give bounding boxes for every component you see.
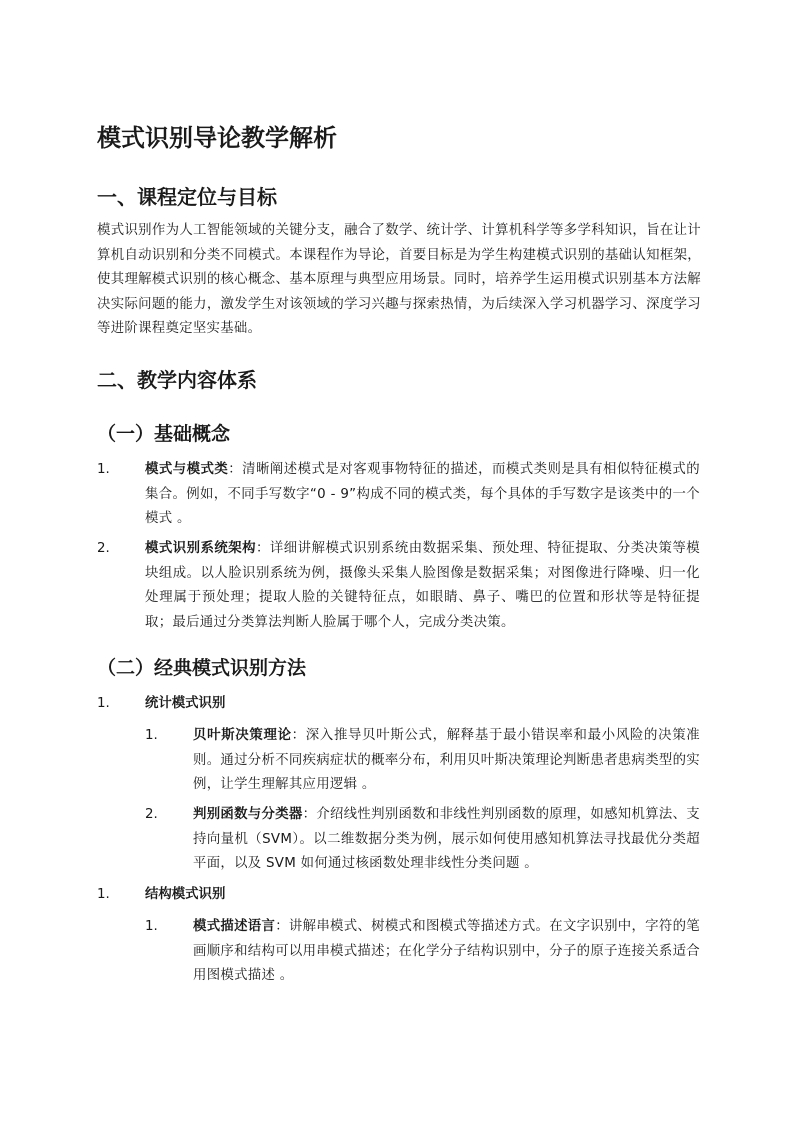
list-item — [193, 915, 700, 989]
sub1-heading: （一）基础概念 — [97, 423, 231, 445]
item-label: 模式识别系统架构 — [145, 541, 257, 556]
item-label: 贝叶斯决策理论 — [193, 728, 292, 743]
item-text: ：清晰阐述模式是对客观事物特征的描述，而模式类则是具有相似特征模式的集合。例如，不同手写数字“0 - 9”构成不同的模式类，每个具体的手写数字是该类中的一个模式 。 — [145, 462, 700, 526]
list-item — [193, 803, 700, 877]
item-text: ：介绍线性判别函数和非线性判别函数的原理，如感知机算法、支持向量机（SVM）。以二维数据分类为例，展示如何使用感知机算法寻找最优分类超平面，以及 SVM 如何通过核函数处理非线性分类问题 。 — [193, 807, 700, 871]
item-label: 判别函数与分类器 — [193, 807, 303, 822]
group-label: 结构模式识别 — [145, 887, 226, 902]
list-number: 1. — [97, 462, 110, 477]
list-number: 1. — [97, 887, 110, 902]
item-label: 模式与模式类 — [145, 462, 229, 477]
item-text: ：讲解串模式、树模式和图模式等描述方式。在文字识别中，字符的笔画顺序和结构可以用串模式描述；在化学分子结构识别中，分子的原子连接关系适合用图模式描述 。 — [193, 919, 700, 983]
item-label: 模式描述语言 — [193, 919, 276, 934]
item-text: ：详细讲解模式识别系统由数据采集、预处理、特征提取、分类决策等模块组成。以人脸识别系统为例，摄像头采集人脸图像是数据采集；对图像进行降噪、归一化处理属于预处理；提取人脸的关键特征点，如眼睛、鼻子、嘴巴的位置和形状等是特征提取；最后通过分类算法判断人脸属于哪个人，完成分类决策。 — [145, 541, 700, 630]
list-number: 2. — [97, 541, 110, 556]
list-item — [193, 724, 700, 798]
section2-heading: 二、教学内容体系 — [97, 368, 257, 392]
sub2-heading: （二）经典模式识别方法 — [97, 657, 307, 679]
list-item — [145, 537, 700, 635]
document-title: 模式识别导论教学解析 — [97, 124, 337, 152]
section1-paragraph: 模式识别作为人工智能领域的关键分支，融合了数学、统计学、计算机科学等多学科知识，旨在让计算机自动识别和分类不同模式。本课程作为导论，首要目标是为学生构建模式识别的基础认知框架，使其理解模式识别的核心概念、基本原理与典型应用场景。同时，培养学生运用模式识别基本方法解决实际问题的能力，激发学生对该领域的学习兴趣与探索热情，为后续深入学习机器学习、深度学习等进阶课程奠定坚实基础。 — [97, 223, 701, 336]
list-number: 1. — [145, 728, 158, 743]
list-number: 2. — [145, 807, 158, 822]
list-number: 1. — [97, 696, 110, 711]
group-label: 统计模式识别 — [145, 696, 226, 711]
section1-heading: 一、课程定位与目标 — [97, 185, 277, 209]
list-item — [145, 458, 700, 532]
list-number: 1. — [145, 919, 158, 934]
item-text: ：深入推导贝叶斯公式，解释基于最小错误率和最小风险的决策准则。通过分析不同疾病症状的概率分布，利用贝叶斯决策理论判断患者患病类型的实例，让学生理解其应用逻辑 。 — [193, 728, 700, 792]
